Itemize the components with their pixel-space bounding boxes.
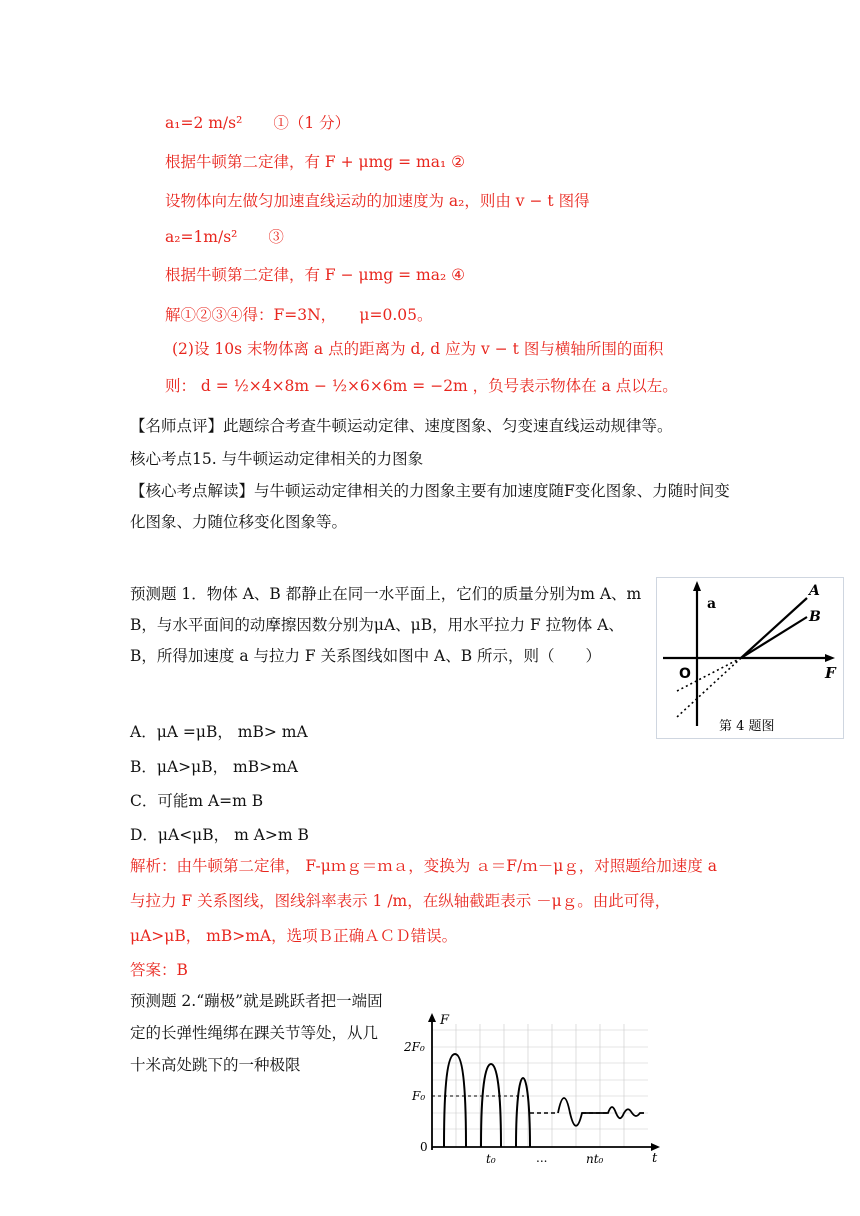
q1-option-c: C．可能m A=m B (130, 792, 264, 810)
q1-line-b (741, 617, 807, 658)
q1-graph (657, 578, 843, 738)
q1-option-a: A．μA =μB， mB> mA (130, 723, 308, 741)
core-point-title: 核心考点15. 与牛顿运动定律相关的力图象 (130, 450, 424, 468)
q2-x-label: t (652, 1151, 658, 1166)
q2-y-arrow (428, 1013, 436, 1022)
teacher-comment: 【名师点评】此题综合考查牛顿运动定律、速度图象、匀变速直线运动规律等。 (130, 417, 673, 435)
solution-line-2: 根据牛顿第二定律，有 F + μmg = ma₁ ② (165, 153, 466, 171)
q2-x-tick-t0: t₀ (486, 1152, 496, 1166)
q1-analysis: 解析：由牛顿第二定律， F-μｍｇ＝ｍａ，变换为 ａ＝F/ｍ－μｇ，对照题给加速度 a 与拉力 F 关系图线，图线斜率表示 1 /m，在纵轴截距表示 －μｇ。由此可得，μA>μB， mB>mA，选项Ｂ正确ＡＣＤ错误。 (130, 857, 717, 945)
q2-y-tick-0: 0 (420, 1140, 428, 1154)
q2-figure (398, 1010, 668, 1170)
q1-answer: 答案：B (130, 961, 188, 979)
q1-option-b: B．μA>μB， mB>mA (130, 758, 299, 776)
q1-x-label: F (825, 664, 836, 682)
q2-y-tick-2f0: 2F₀ (404, 1040, 425, 1054)
q1-line-b-label: B (809, 609, 821, 625)
q2-pulse-1 (444, 1054, 466, 1147)
q1-line-a-label: A (809, 583, 820, 599)
q2-pulse-2 (481, 1064, 501, 1147)
core-point-reading: 【核心考点解读】与牛顿运动定律相关的力图象主要有加速度随F变化图象、力随时间变化图象、力随位移变化图象等。 (130, 482, 730, 531)
solution-line-1: a₁=2 m/s² ①（1 分） (165, 114, 351, 132)
q1-line-a (741, 598, 807, 658)
q2-x-arrow (651, 1143, 660, 1151)
q1-figure (656, 577, 844, 739)
q1-option-d: D．μA<μB， m A>m B (130, 826, 309, 844)
q2-y-tick-f0: F₀ (412, 1089, 426, 1103)
solution-line-7: (2)设 10s 末物体离 a 点的距离为 d, d 应为 v − t 图与横轴所围的面积 (172, 340, 664, 358)
solution-line-8: 则： d = ½×4×8m − ½×6×6m = −2m ，负号表示物体在 a 点以左。 (165, 377, 678, 395)
q2-y-label: F (440, 1013, 450, 1028)
solution-line-5: 根据牛顿第二定律，有 F − μmg = ma₂ ④ (165, 266, 466, 284)
q1-stem: 预测题 1．物体 A、B 都静止在同一水平面上，它们的质量分别为m A、m B，与水平面间的动摩擦因数分别为μA、μB，用水平拉力 F 拉物体 A、B，所得加速度 a 与拉力 F 关系图线如图中 A、B 所示，则（ ） (130, 585, 642, 665)
q1-y-arrow (693, 581, 701, 591)
solution-line-4: a₂=1m/s² ③ (165, 228, 284, 246)
q1-y-label: a (707, 596, 717, 612)
q2-damped-oscillation (558, 1098, 644, 1126)
q2-x-tick-nt0: nt₀ (586, 1152, 604, 1166)
solution-line-3: 设物体向左做匀加速直线运动的加速度为 a₂，则由 v − t 图得 (165, 192, 590, 210)
q2-stem: 预测题 2.“蹦极”就是跳跃者把一端固定的长弹性绳绑在踝关节等处，从几十米高处跳下的一种极限 (130, 992, 383, 1074)
solution-line-6: 解①②③④得：F=3N， μ=0.05。 (165, 306, 433, 324)
q2-graph (398, 1010, 668, 1170)
q1-x-arrow (825, 654, 835, 662)
q1-figure-caption: 第 4 题图 (719, 719, 775, 734)
q2-x-tick-ellipsis: ... (536, 1151, 548, 1165)
q1-origin-label: O (679, 666, 691, 682)
